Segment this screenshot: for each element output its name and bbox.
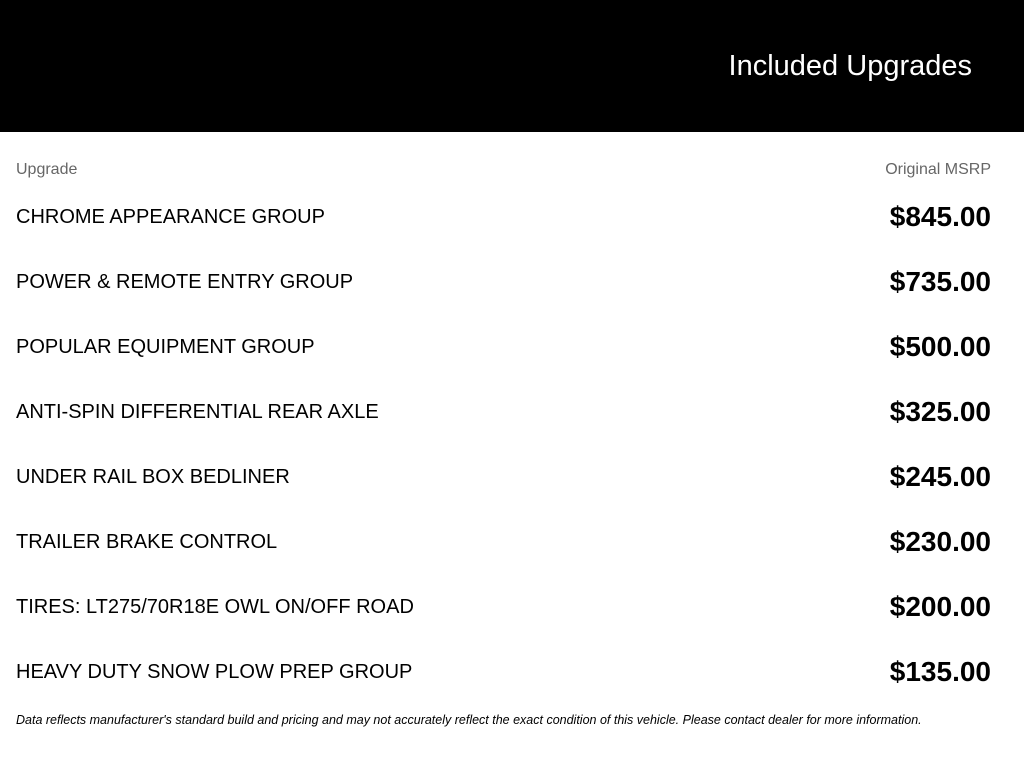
upgrade-price: $245.00: [889, 461, 991, 492]
upgrade-name: CHROME APPEARANCE GROUP: [16, 206, 325, 228]
disclaimer-text: Data reflects manufacturer's standard build and pricing and may not accurately reflect the exact condition of this vehicle. Please contact dealer for more information.: [16, 713, 922, 727]
list-item: [16, 640, 991, 705]
upgrade-price: $135.00: [889, 656, 991, 687]
list-item: [16, 510, 991, 575]
upgrades-list: [16, 185, 991, 705]
list-item: [16, 250, 991, 315]
list-item: [16, 315, 991, 380]
upgrade-price: $325.00: [889, 396, 991, 427]
upgrade-price: $735.00: [889, 266, 991, 297]
upgrade-price: $845.00: [889, 201, 991, 232]
upgrade-name: UNDER RAIL BOX BEDLINER: [16, 466, 290, 488]
list-item: [16, 445, 991, 510]
upgrade-name: TIRES: LT275/70R18E OWL ON/OFF ROAD: [16, 596, 414, 618]
upgrade-name: TRAILER BRAKE CONTROL: [16, 531, 278, 553]
column-header-msrp: Original MSRP: [885, 161, 991, 178]
upgrade-name: POPULAR EQUIPMENT GROUP: [16, 336, 315, 358]
list-item: [16, 185, 991, 250]
upgrade-name: HEAVY DUTY SNOW PLOW PREP GROUP: [16, 661, 413, 683]
upgrade-price: $500.00: [889, 331, 991, 362]
page-title: Included Upgrades: [728, 50, 972, 82]
column-header-upgrade: Upgrade: [16, 161, 78, 178]
list-item: [16, 575, 991, 640]
upgrade-price: $230.00: [889, 526, 991, 557]
list-item: [16, 380, 991, 445]
upgrade-name: POWER & REMOTE ENTRY GROUP: [16, 271, 354, 293]
upgrade-price: $200.00: [889, 591, 991, 622]
page-header: [0, 0, 1024, 132]
upgrade-name: ANTI-SPIN DIFFERENTIAL REAR AXLE: [16, 401, 379, 423]
